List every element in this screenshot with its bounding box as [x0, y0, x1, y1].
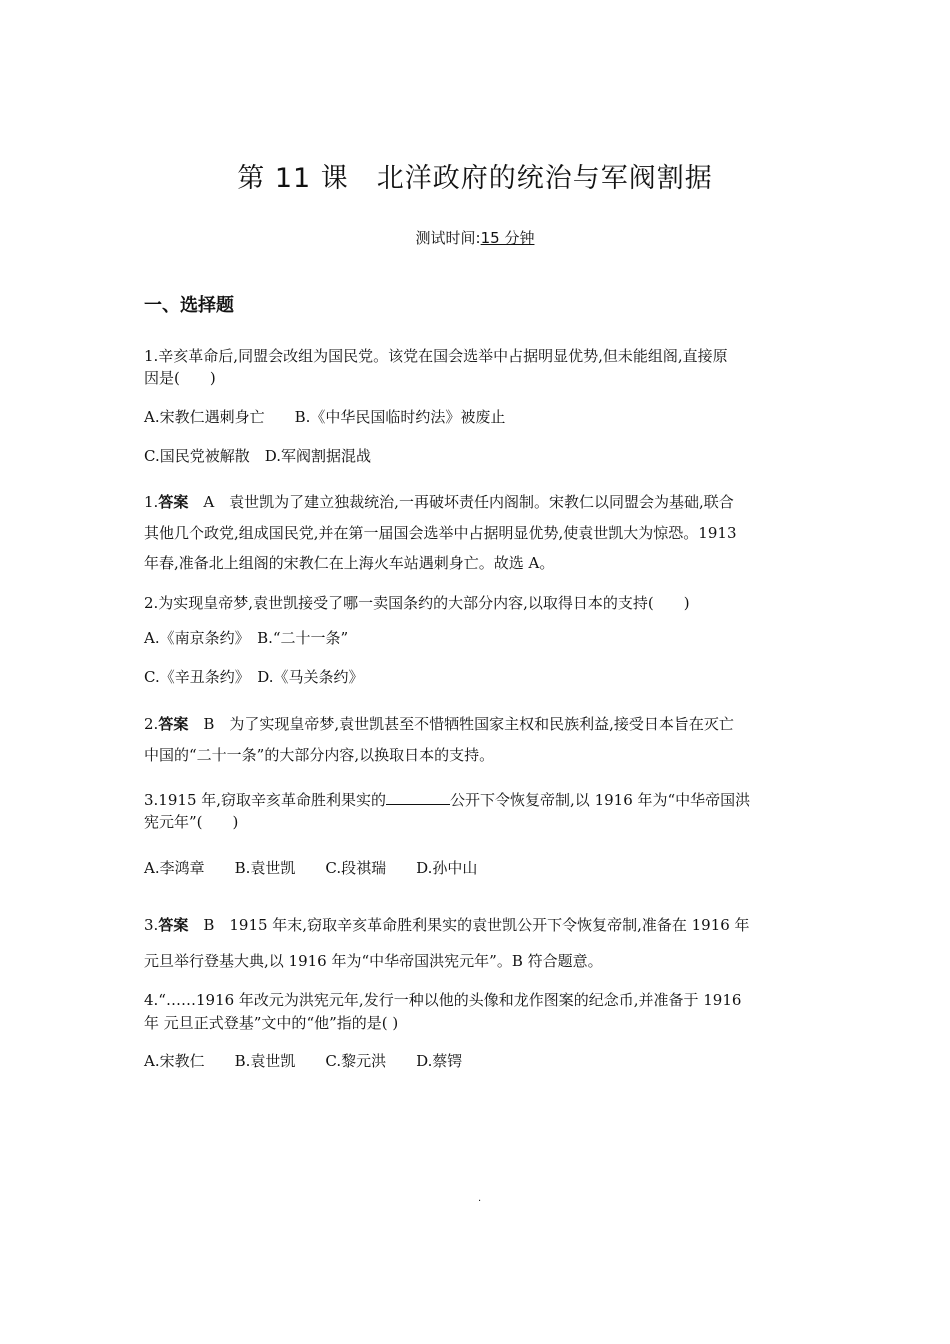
answer-text: B 1915 年末,窃取辛亥革命胜利果实的袁世凯公开下令恢复帝制,准备在 1916 年: [203, 916, 750, 934]
question-2-answer-line-1: [144, 713, 734, 734]
question-1-answer-line-2: 其他几个政党,组成国民党,并在第一届国会选举中占据明显优势,使袁世凯大为惊恐。1913: [144, 524, 737, 542]
question-4-stem-line-1: 4.“……1916 年改元为洪宪元年,发行一种以他的头像和龙作图案的纪念币,并准备于 1916: [144, 991, 742, 1009]
answer-label: 答案: [158, 715, 189, 733]
question-2-answer-line-2: 中国的“二十一条”的大部分内容,以换取日本的支持。: [144, 746, 495, 764]
answer-label: 答案: [158, 916, 189, 934]
answer-label: 答案: [158, 493, 189, 511]
question-1-stem-line-2: 因是( ): [144, 369, 216, 387]
question-2-options-line-2: C.《辛丑条约》 D.《马关条约》: [144, 668, 364, 686]
question-3-answer-line-2: 元旦举行登基大典,以 1916 年为“中华帝国洪宪元年”。B 符合题意。: [144, 952, 603, 970]
question-3-options-line-1: A.李鸿章 B.袁世凯 C.段祺瑞 D.孙中山: [144, 859, 478, 877]
question-4-stem-line-2: 年 元旦正式登基”文中的“他”指的是( ): [144, 1014, 399, 1032]
question-2-options-line-1: A.《南京条约》 B.“二十一条”: [144, 629, 349, 647]
page-title: 第 11 课 北洋政府的统治与军阀割据: [237, 163, 713, 194]
question-3-answer-line-1: [144, 914, 750, 935]
test-time: [0, 227, 950, 248]
page-footer-mark: ·: [478, 1196, 482, 1207]
question-1-options-line-1: A.宋教仁遇刺身亡 B.《中华民国临时约法》被废止: [144, 408, 506, 426]
question-3-stem-pre: 3.1915 年,窃取辛亥革命胜利果实的: [144, 791, 387, 809]
question-3-stem-line-1: [144, 789, 750, 810]
answer-number: 1.: [144, 493, 159, 511]
answer-text: A 袁世凯为了建立独裁统治,一再破坏责任内阁制。宋教仁以同盟会为基础,联合: [203, 493, 734, 511]
question-2-stem-line-1: 2.为实现皇帝梦,袁世凯接受了哪一卖国条约的大部分内容,以取得日本的支持( ): [144, 594, 690, 612]
question-1-answer-line-3: 年春,准备北上组阁的宋教仁在上海火车站遇刺身亡。故选 A。: [144, 554, 555, 572]
question-4-options-line-1: A.宋教仁 B.袁世凯 C.黎元洪 D.蔡锷: [144, 1052, 463, 1070]
test-time-value: 15 分钟: [480, 229, 535, 247]
question-1-answer-line-1: [144, 491, 734, 512]
test-time-label: 测试时间:: [415, 229, 481, 247]
question-3-stem-post: 公开下令恢复帝制,以 1916 年为“中华帝国洪: [450, 791, 751, 809]
answer-number: 2.: [144, 715, 159, 733]
section-title: 一、选择题: [144, 295, 234, 316]
question-3-stem-line-2: 宪元年”( ): [144, 813, 239, 831]
answer-number: 3.: [144, 916, 159, 934]
answer-text: B 为了实现皇帝梦,袁世凯甚至不惜牺牲国家主权和民族利益,接受日本旨在灭亡: [203, 715, 734, 733]
question-1-stem-line-1: 1.辛亥革命后,同盟会改组为国民党。该党在国会选举中占据明显优势,但未能组阁,直接原: [144, 347, 728, 365]
fill-blank: [386, 790, 450, 805]
question-1-options-line-2: C.国民党被解散 D.军阀割据混战: [144, 447, 371, 465]
